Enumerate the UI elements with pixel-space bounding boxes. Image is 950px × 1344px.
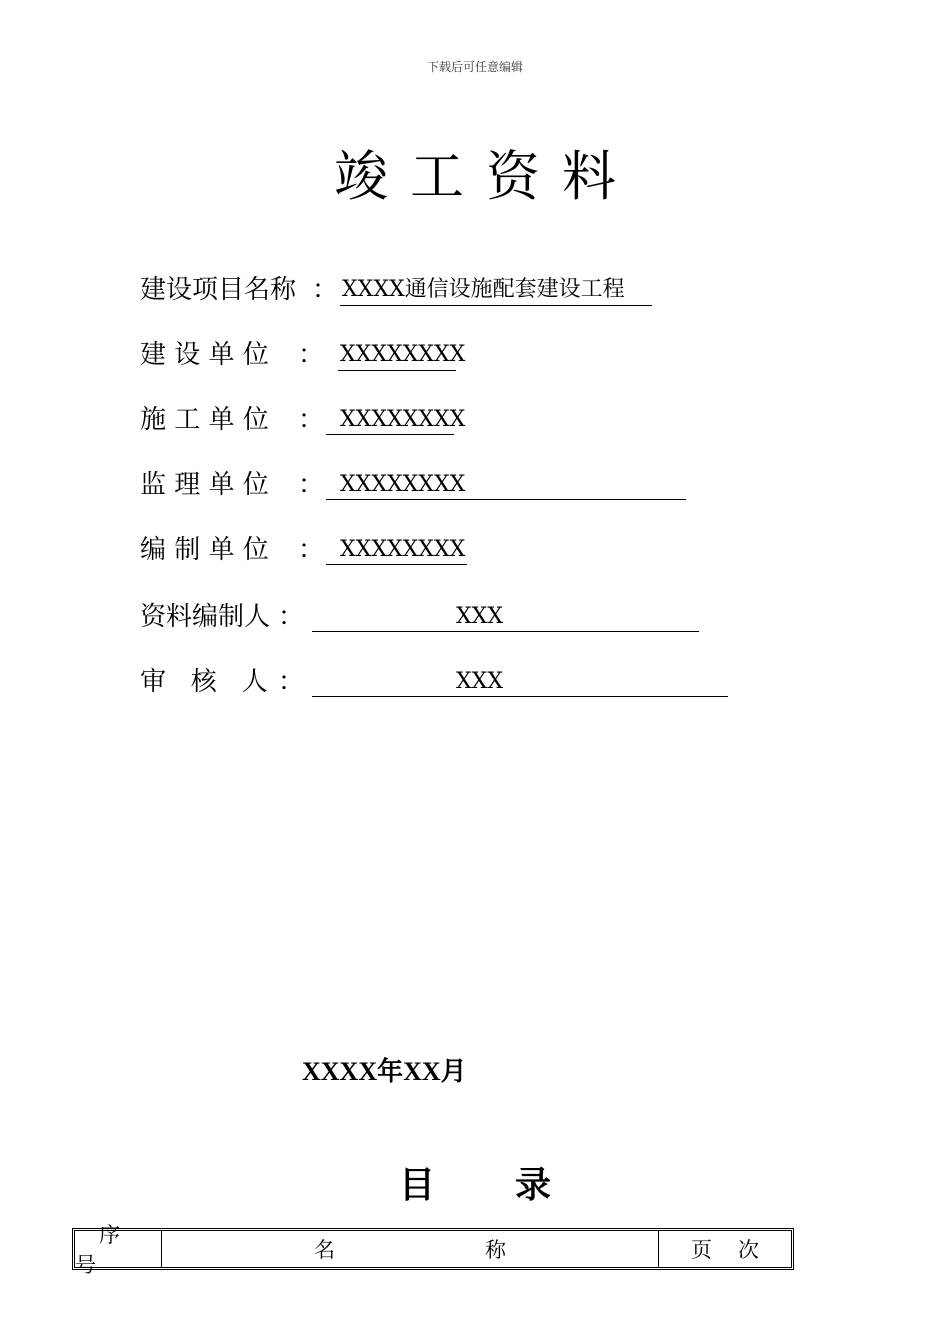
field-colon: ： xyxy=(278,667,305,697)
toc-header-name: 名称 xyxy=(162,1231,659,1267)
field-colon: ： xyxy=(298,470,325,500)
field-value: XXX xyxy=(312,662,728,697)
field-value: XXXXXXXX xyxy=(326,400,454,435)
header-note: 下载后可任意编辑 xyxy=(426,60,523,74)
field-value: XXXXXXXX xyxy=(326,465,686,500)
field-value: XXXXXXXX xyxy=(338,335,456,371)
toc-header-index: 序号 xyxy=(75,1231,162,1267)
date: XXXX年XX月 xyxy=(302,1057,467,1086)
field-value: XXXX通信设施配套建设工程 xyxy=(340,270,652,306)
field-label: 施 工 单 位 xyxy=(140,405,269,435)
toc-header-page: 页次 xyxy=(691,1238,785,1262)
field-label: 审 核 人 xyxy=(140,667,268,697)
toc-table xyxy=(72,1223,794,1277)
toc-title: 目录 xyxy=(398,1164,631,1206)
field-label: 监 理 单 位 xyxy=(140,470,269,500)
field-colon: ： xyxy=(298,535,325,565)
field-colon: ： xyxy=(312,275,339,305)
page-title: 竣工资料 xyxy=(334,145,638,208)
field-colon: ： xyxy=(278,602,305,632)
field-label: 资料编制人 xyxy=(140,602,271,632)
field-label: 编 制 单 位 xyxy=(140,535,269,565)
field-colon: ： xyxy=(298,405,325,435)
field-value: XXX xyxy=(312,597,699,632)
field-label: 建设项目名称 xyxy=(140,275,297,305)
field-label: 建 设 单 位 xyxy=(140,340,269,370)
field-value: XXXXXXXX xyxy=(326,530,467,565)
field-colon: ： xyxy=(298,340,325,370)
